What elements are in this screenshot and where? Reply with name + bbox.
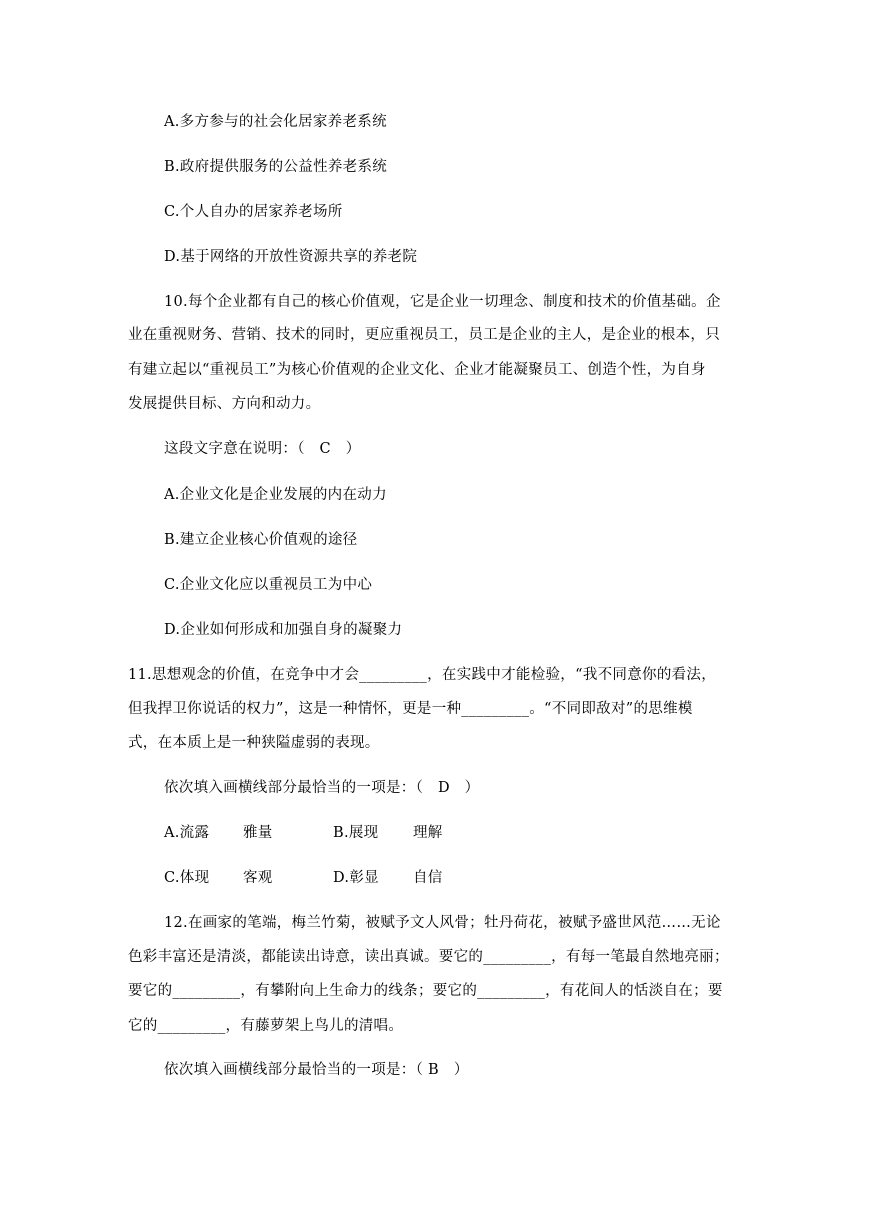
- q9-option-d: D.基于网络的开放性资源共享的养老院: [164, 249, 418, 265]
- q11-option-d: [333, 868, 379, 888]
- q11-option-d-label: D.彰显: [333, 870, 379, 886]
- q12-text-line: 色彩丰富还是清淡，都能读出诗意，读出真诚。要它的_________，有每一笔最自然地亮丽；: [128, 949, 729, 965]
- q11-option-c-label: C.体现: [164, 870, 210, 886]
- q10-prompt: 这段文字意在说明：（ C ）: [164, 441, 361, 457]
- q11-option-b-label: B.展现: [333, 825, 379, 841]
- q11-prompt: 依次填入画横线部分最恰当的一项是：（ D ）: [164, 780, 480, 796]
- q9-option-c: C.个人自办的居家养老场所: [164, 204, 343, 220]
- q12-text-line: 12.在画家的笔端，梅兰竹菊，被赋予文人风骨；牡丹荷花，被赋予盛世风范……无论: [164, 915, 721, 931]
- q10-option-b: B.建立企业核心价值观的途径: [164, 532, 358, 548]
- q11-option-a-label: A.流露: [164, 825, 210, 841]
- q11-option-c: [164, 868, 209, 888]
- q9-option-a: A.多方参与的社会化居家养老系统: [164, 114, 387, 130]
- q11-option-d-word: 自信: [413, 870, 443, 886]
- q11-text-line: 但我捍卫你说话的权力”，这是一种情怀，更是一种_________。“不同即敌对”的思维模: [128, 701, 693, 717]
- q11-option-a: [164, 823, 209, 843]
- q10-option-c: C.企业文化应以重视员工为中心: [164, 577, 373, 593]
- q11-option-a-word: 雅量: [243, 825, 273, 841]
- q12-text-line: 它的_________，有藤萝架上鸟儿的清唱。: [128, 1018, 404, 1034]
- q11-text-line: 式，在本质上是一种狭隘虚弱的表现。: [128, 735, 380, 751]
- q11-option-c-word: 客观: [243, 870, 273, 886]
- q11-option-b-word: 理解: [413, 825, 443, 841]
- q10-text-line: 有建立起以“重视员工”为核心价值观的企业文化、企业才能凝聚员工、创造个性，为自身: [128, 362, 706, 378]
- q11-text-line: 11.思想观念的价值，在竞争中才会_________，在实践中才能检验，“我不同意你的看法，: [128, 667, 717, 683]
- q12-prompt: 依次填入画横线部分最恰当的一项是：（ B ）: [164, 1062, 469, 1078]
- q10-text-line: 10.每个企业都有自己的核心价值观，它是企业一切理念、制度和技术的价值基础。企: [164, 294, 721, 310]
- q9-option-b: B.政府提供服务的公益性养老系统: [164, 159, 388, 175]
- q10-option-d: D.企业如何形成和加强自身的凝聚力: [164, 622, 403, 638]
- q10-text-line: 发展提供目标、方向和动力。: [128, 396, 321, 412]
- q12-text-line: 要它的_________，有攀附向上生命力的线条；要它的_________，有花间人的恬淡自在；要: [128, 983, 723, 999]
- q11-option-b: [333, 823, 378, 843]
- q10-option-a: A.企业文化是企业发展的内在动力: [164, 487, 387, 503]
- q10-text-line: 业在重视财务、营销、技术的同时，更应重视员工，员工是企业的主人，是企业的根本，只: [128, 327, 720, 343]
